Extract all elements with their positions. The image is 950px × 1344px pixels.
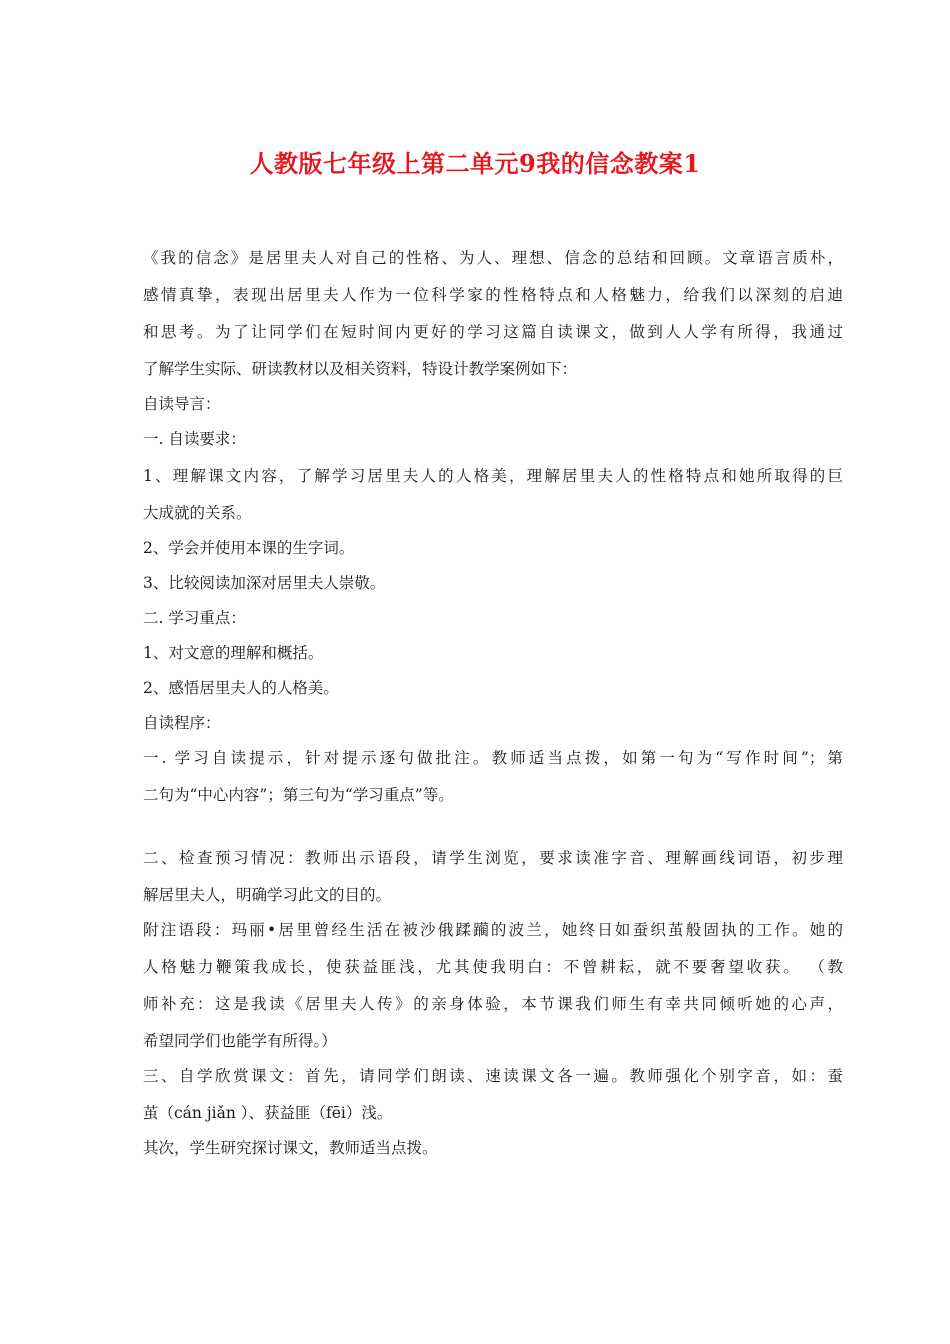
paragraph-line: 《我的信念》是居里夫人对自己的性格、为人、理想、信念的总结和回顾。文章语言质朴， — [143, 249, 843, 267]
document-title: 人教版七年级上第二单元9我的信念教案1 — [249, 149, 701, 178]
paragraph-line: 其次，学生研究探讨课文，教师适当点拨。 — [143, 1139, 438, 1157]
paragraph-line: 和思考。为了让同学们在短时间内更好的学习这篇自读课文，做到人人学有所得，我通过 — [143, 323, 843, 341]
list-item: 大成就的关系。 — [143, 504, 252, 522]
paragraph-line: 二、检查预习情况：教师出示语段，请学生浏览，要求读准字音、理解画线词语，初步理 — [143, 849, 843, 867]
list-item: 1、理解课文内容，了解学习居里夫人的人格美，理解居里夫人的性格特点和她所取得的巨 — [143, 467, 843, 485]
paragraph-line: 希望同学们也能学有所得。） — [143, 1032, 337, 1050]
paragraph-line: 三、自学欣赏课文：首先，请同学们朗读、速读课文各一遍。教师强化个别字音，如：蚕 — [143, 1067, 843, 1085]
list-item: 3、比较阅读加深对居里夫人崇敬。 — [143, 574, 386, 592]
paragraph-line: 解居里夫人，明确学习此文的目的。 — [143, 886, 392, 904]
paragraph-line: 人格魅力鞭策我成长，使获益匪浅，尤其使我明白：不曾耕耘，就不要奢望收获。 （教 — [143, 958, 843, 976]
list-item: 2、感悟居里夫人的人格美。 — [143, 679, 339, 697]
paragraph-line: 感情真挚，表现出居里夫人作为一位科学家的性格特点和人格魅力，给我们以深刻的启迪 — [143, 286, 843, 304]
paragraph-line: 二句为“中心内容”；第三句为“学习重点”等。 — [143, 786, 454, 804]
section-heading: 一. 自读要求： — [143, 430, 246, 448]
document-body — [143, 245, 843, 1162]
section-heading: 自读程序： — [143, 714, 221, 732]
section-heading: 二. 学习重点： — [143, 609, 246, 627]
paragraph-line: 茧（cán jiǎn ）、获益匪（fēi）浅。 — [143, 1104, 393, 1122]
paragraph-line: 一. 学习自读提示，针对提示逐句做批注。教师适当点拨，如第一句为“写作时间”；第 — [143, 749, 843, 767]
paragraph-line: 了解学生实际、研读教材以及相关资料，特设计教学案例如下： — [143, 360, 578, 378]
list-item: 1、对文意的理解和概括。 — [143, 644, 324, 662]
paragraph-line: 附注语段：玛丽•居里曾经生活在被沙俄蹂躏的波兰，她终日如蚕织茧般固执的工作。她的 — [143, 921, 843, 939]
list-item: 2、学会并使用本课的生字词。 — [143, 539, 355, 557]
paragraph-line: 师补充：这是我读《居里夫人传》的亲身体验，本节课我们师生有幸共同倾听她的心声， — [143, 995, 843, 1013]
section-heading: 自读导言： — [143, 395, 221, 413]
